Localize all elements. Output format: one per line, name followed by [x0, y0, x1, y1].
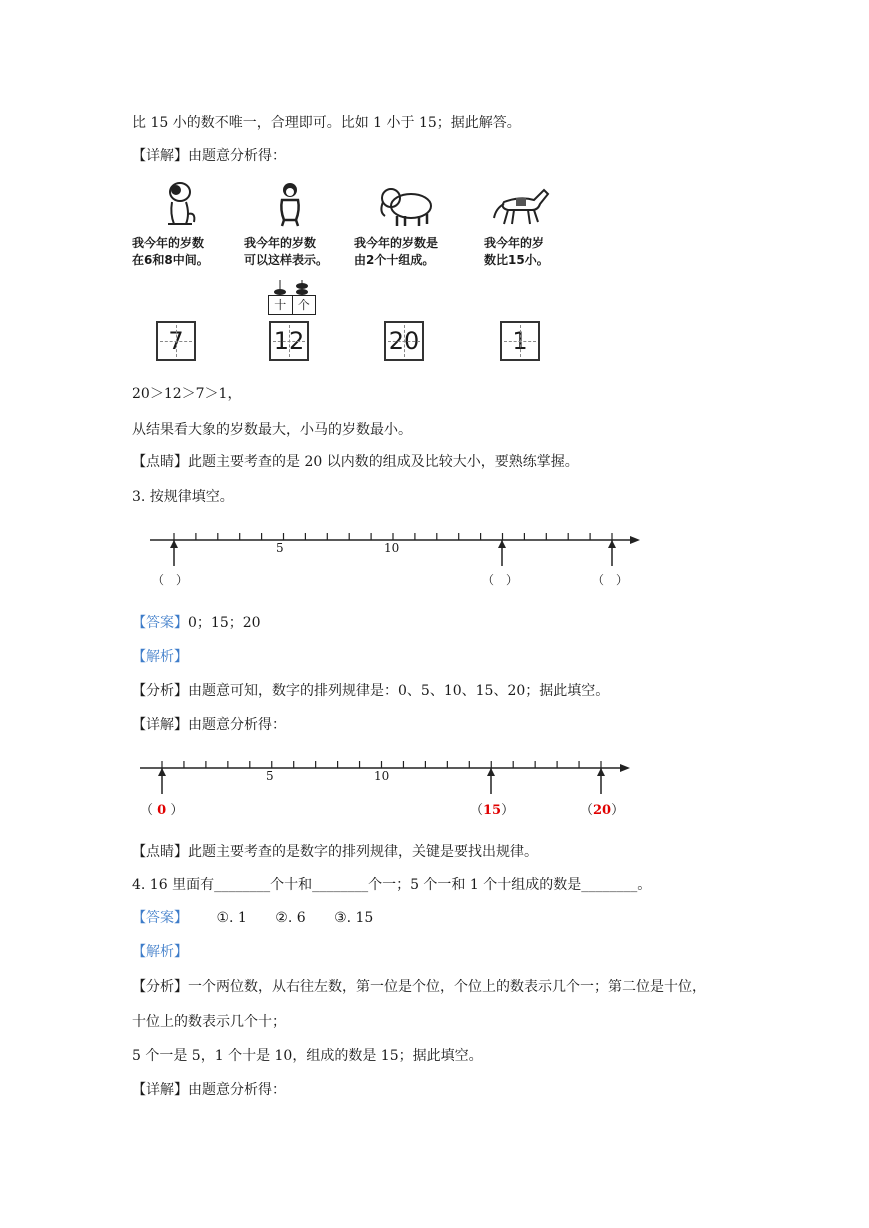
answer-item: ③. 15 [334, 910, 374, 926]
horse-icon [490, 180, 552, 228]
blank-paren: （ ） [152, 573, 189, 587]
question-title: 3. 按规律填空。 [132, 489, 234, 505]
caption-line: 我今年的岁 [484, 236, 545, 250]
animal-caption [132, 235, 262, 269]
dog-icon [160, 180, 200, 228]
tick-label: 5 [266, 769, 274, 783]
text-content: 由题意可知，数字的排列规律是：0、5、10、15、20；据此填空。 [188, 683, 610, 699]
animal-age-figure [132, 178, 562, 368]
ones-label: 个 [297, 298, 310, 312]
answer-item: ②. 6 [275, 910, 306, 926]
answer-paren: （20） [580, 803, 625, 818]
tick-label: 5 [276, 541, 284, 555]
tens-label: 十 [269, 296, 293, 314]
section-tag: 【解析】 [132, 649, 188, 665]
text-content: 0；15；20 [188, 615, 261, 631]
section-tag: 【解析】 [132, 944, 188, 960]
answer-box: 7 [156, 321, 196, 361]
text-content: 此题主要考查的是 20 以内数的组成及比较大小，要熟练掌握。 [188, 454, 579, 470]
elephant-icon [377, 180, 437, 228]
section-tag: 【分析】 [132, 979, 188, 995]
blank-paren: （ ） [592, 573, 629, 587]
answer-paren: （ 0 ） [140, 803, 184, 818]
caption-line: 数比15小。 [484, 253, 549, 267]
text-line [132, 146, 286, 166]
answer-value: 20 [593, 803, 612, 818]
text-line: 比 15 小的数不唯一，合理即可。比如 1 小于 15；据此解答。 [132, 115, 521, 131]
answer-value: 0 [157, 803, 167, 818]
section-tag: 【答案】 [132, 910, 188, 926]
blank-paren: （ ） [482, 573, 519, 587]
tick-label: 10 [374, 769, 390, 783]
text-line [132, 681, 609, 701]
section-tag: 【详解】 [132, 148, 188, 164]
caption-line: 我今年的岁数 [244, 236, 317, 250]
answer-box: 1 [500, 321, 540, 361]
text-line: 20＞12＞7＞1， [132, 386, 242, 402]
text-content: 由题意分析得： [188, 1082, 286, 1098]
animal-caption [354, 235, 484, 269]
answer-box: 12 [269, 321, 309, 361]
section-tag: 【详解】 [132, 717, 188, 733]
text-content: 此题主要考查的是数字的排列规律，关键是要找出规律。 [188, 844, 538, 860]
section-tag: 【点睛】 [132, 454, 188, 470]
text-line [132, 977, 706, 997]
monkey-icon [272, 180, 308, 228]
text-line [132, 613, 261, 633]
caption-line: 我今年的岁数 [132, 236, 205, 250]
question-title: 4. 16 里面有________个十和________个一；5 个一和 1 个十组成的数是________。 [132, 877, 652, 893]
answer-box: 20 [384, 321, 424, 361]
answer-item: ①. 1 [216, 910, 247, 926]
text-content: 一个两位数，从右往左数，第一位是个位，个位上的数表示几个一；第二位是十位， [188, 979, 706, 995]
text-line: 从结果看大象的岁数最大，小马的岁数最小。 [132, 422, 412, 438]
text-line: 5 个一是 5，1 个十是 10，组成的数是 15；据此填空。 [132, 1048, 483, 1064]
section-tag: 【答案】 [132, 615, 188, 631]
caption-line: 在6和8中间。 [132, 253, 209, 267]
text-line [132, 1080, 286, 1100]
text-line [132, 452, 579, 472]
text-line [132, 715, 286, 735]
text-content: 由题意分析得： [188, 717, 286, 733]
text-line [132, 842, 538, 862]
answer-paren: （15） [470, 803, 515, 818]
section-tag: 【点睛】 [132, 844, 188, 860]
caption-line: 由2个十组成。 [354, 253, 435, 267]
caption-line: 可以这样表示。 [244, 253, 329, 267]
tick-label: 10 [384, 541, 400, 555]
animal-caption [484, 235, 614, 269]
caption-line: 我今年的岁数是 [354, 236, 439, 250]
section-tag: 【分析】 [132, 683, 188, 699]
text-line: 十位上的数表示几个十； [132, 1014, 286, 1030]
abacus-place-table [268, 295, 316, 315]
text-content: 由题意分析得： [188, 148, 286, 164]
answer-value: 15 [483, 803, 502, 818]
section-tag: 【详解】 [132, 1082, 188, 1098]
answer-line [132, 908, 373, 928]
